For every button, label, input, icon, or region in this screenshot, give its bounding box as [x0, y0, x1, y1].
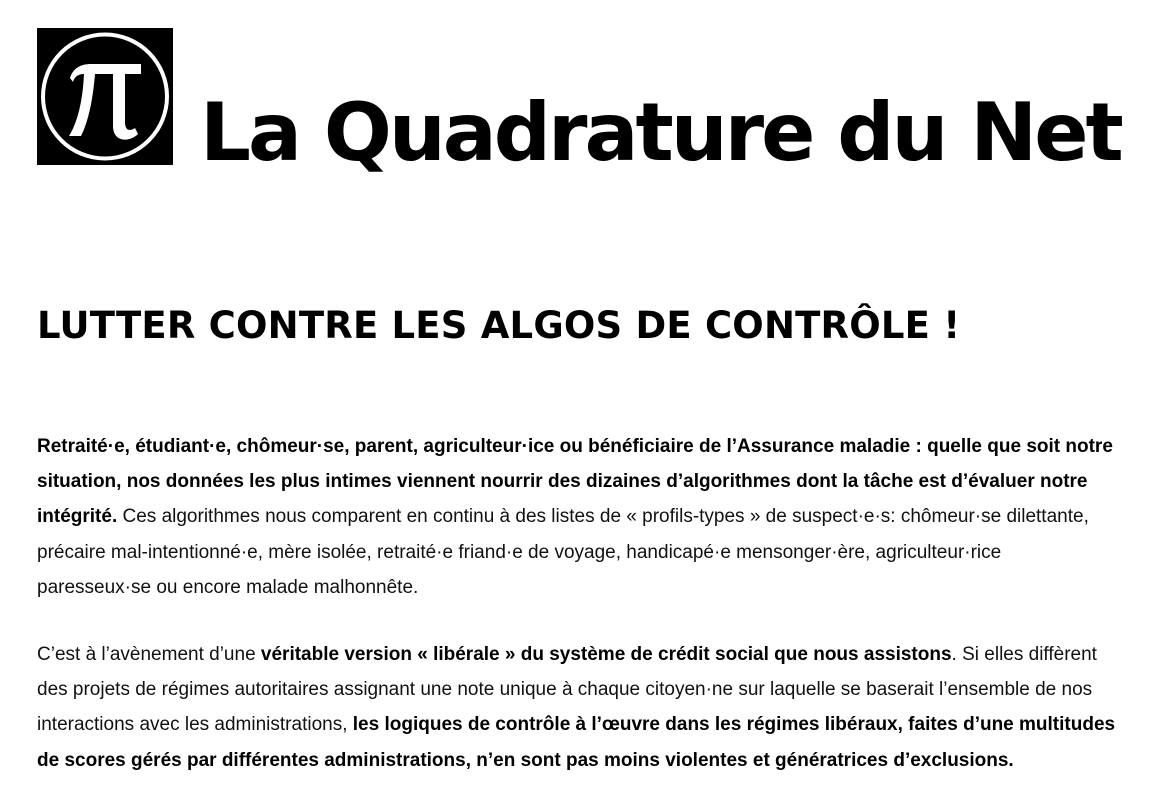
page-title: LUTTER CONTRE LES ALGOS DE CONTRÔLE ! [37, 304, 961, 347]
second-paragraph-bold-2: les logiques de contrôle à l’œuvre dans les régimes libéraux, faites d’une multitudes de scores gérés par différentes administrations, n’en sont pas moins violentes et génératrices d’exclusions. [37, 714, 1116, 771]
second-paragraph [37, 637, 1117, 778]
site-header [37, 28, 1137, 179]
intro-paragraph [37, 429, 1117, 605]
intro-paragraph-text: Ces algorithmes nous comparent en continu à des listes de « profils-types » de suspect·e·s: chômeur·se dilettante, précaire mal-intentionné·e, mère isolée, retraité·e friand·e de voyage, handicapé·e mensonger·ère, agriculteur·rice paresseux·se ou encore malade malhonnête. [37, 506, 1089, 598]
second-paragraph-text-2: . Si elles diffèrent des projets de régimes autoritaires assignant une note unique à chaque citoyen·ne sur laquelle se baserait l’ensemble de nos interactions avec les administrations, [37, 644, 1097, 736]
second-paragraph-bold-1: véritable version « libérale » du système de crédit social que nous assistons [260, 644, 952, 665]
second-paragraph-text-1: C’est à l’avènement d’une [37, 644, 261, 665]
intro-paragraph-bold: Retraité·e, étudiant·e, chômeur·se, parent, agriculteur·ice ou bénéficiaire de l’Assurance maladie : quelle que soit notre situation, nos données les plus intimes viennent nourrir des dizaines d’algorithmes dont la tâche est d’évaluer notre intégrité. [37, 436, 1113, 528]
site-title[interactable]: La Quadrature du Net [200, 86, 1121, 179]
pi-symbol-logo-icon[interactable] [37, 28, 173, 165]
